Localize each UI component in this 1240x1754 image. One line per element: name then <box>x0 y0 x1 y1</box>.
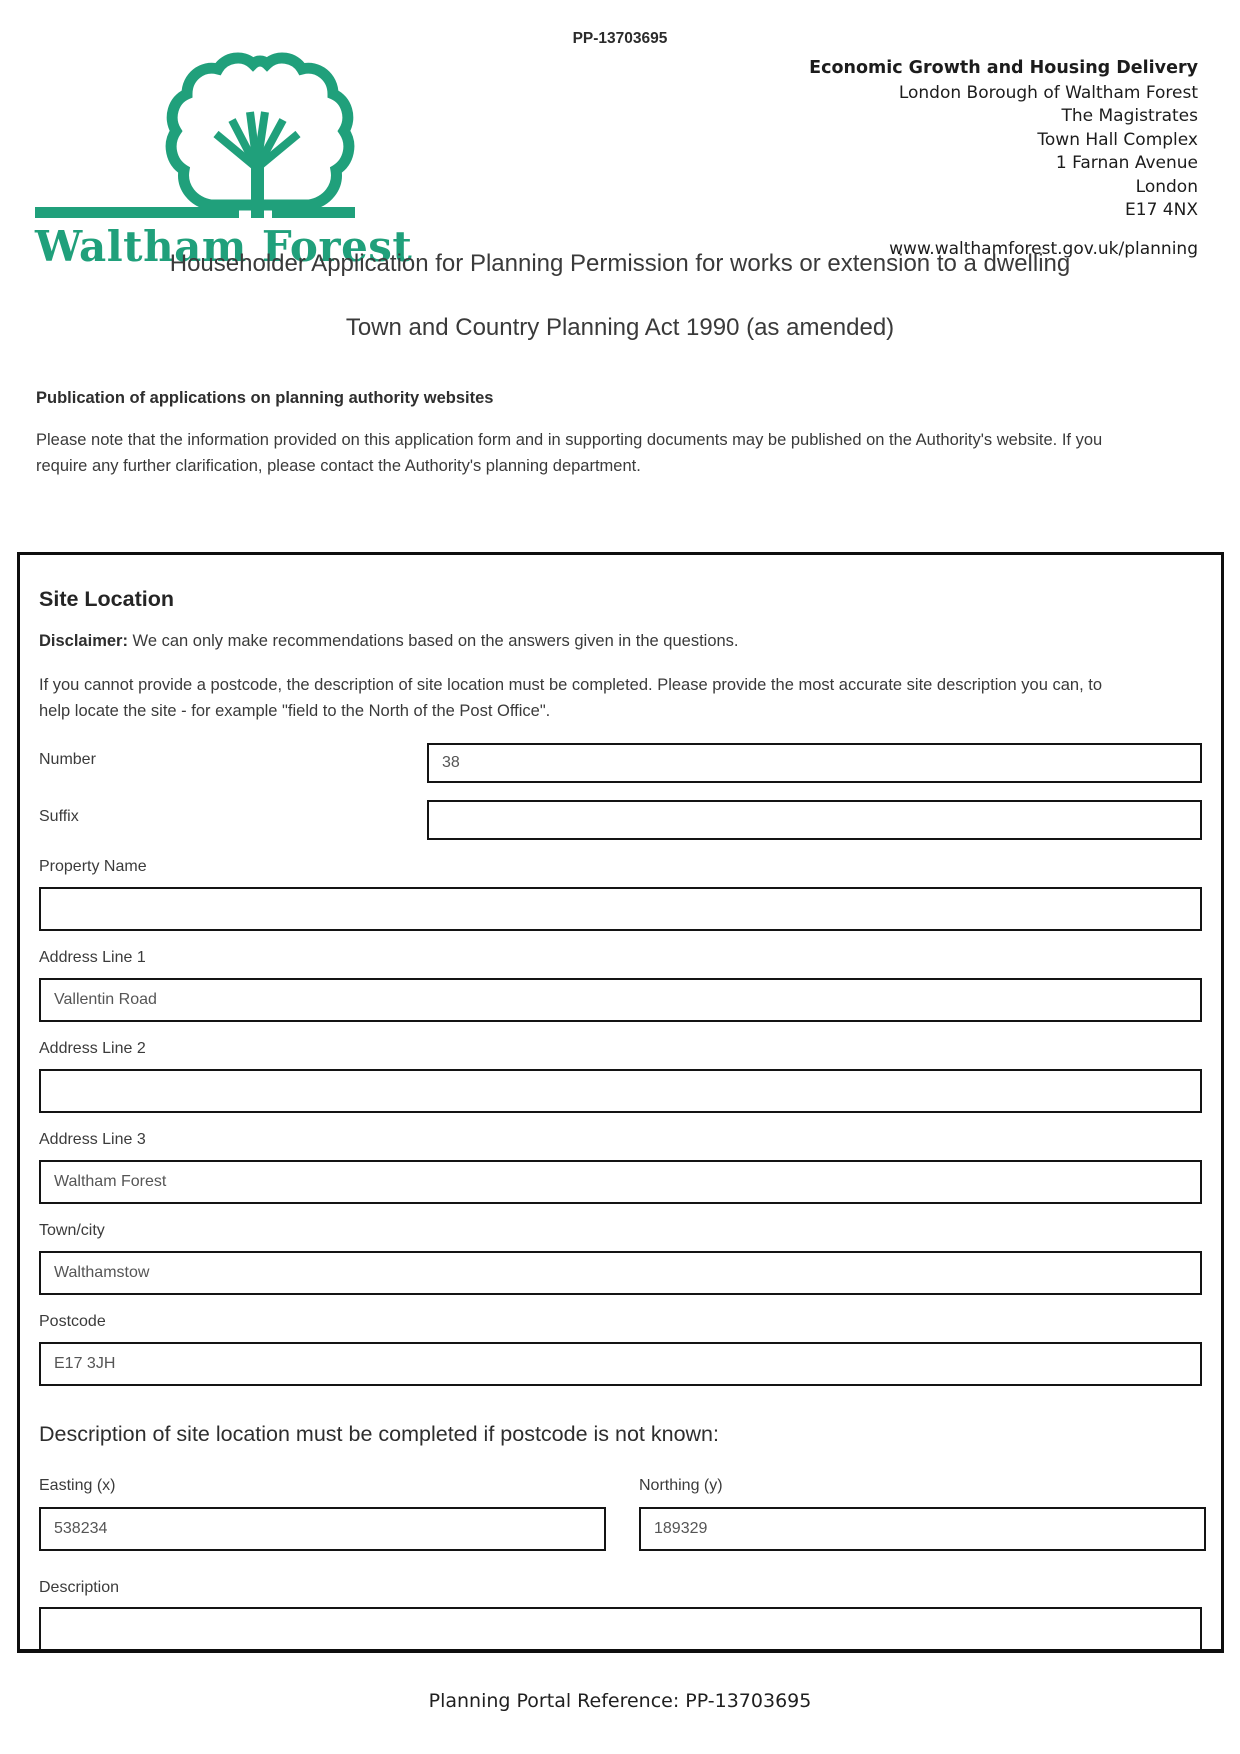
document-title: Householder Application for Planning Permission for works or extension to a dwelling <box>169 250 1071 277</box>
address-line: London <box>1135 176 1198 197</box>
easting-field <box>39 1477 606 1551</box>
northing-field <box>639 1477 1206 1551</box>
postcode-note <box>39 672 1202 724</box>
authority-address-block <box>809 57 1198 261</box>
description-label: Description <box>39 1579 120 1596</box>
disclaimer-body: We can only make recommendations based on the answers given in the questions. <box>127 632 739 650</box>
document-subtitle: Town and Country Planning Act 1990 (as amended) <box>345 314 895 341</box>
easting-label: Easting (x) <box>39 1477 116 1494</box>
tree-icon <box>35 50 375 223</box>
number-row <box>39 743 1202 783</box>
logo-wordmark: Waltham Forest <box>35 222 413 271</box>
disclaimer-text <box>39 632 1202 651</box>
northing-label: Northing (y) <box>639 1477 723 1494</box>
property-name-input[interactable] <box>39 887 1202 931</box>
address-line-3-label: Address Line 3 <box>39 1131 146 1148</box>
suffix-row <box>39 800 1202 840</box>
planning-reference-top: PP-13703695 <box>572 30 668 47</box>
town-city-label: Town/city <box>39 1222 105 1239</box>
postcode-label: Postcode <box>39 1313 106 1330</box>
disclaimer-label: Disclaimer: <box>39 632 128 650</box>
town-city-input[interactable] <box>39 1251 1202 1295</box>
address-line-2-label: Address Line 2 <box>39 1040 146 1057</box>
address-line: Town Hall Complex <box>1037 129 1198 150</box>
department-name: Economic Growth and Housing Delivery <box>809 58 1198 78</box>
publication-text <box>36 427 1206 479</box>
number-input[interactable] <box>427 743 1202 783</box>
site-location-section <box>17 552 1224 1653</box>
property-name-label: Property Name <box>39 858 147 875</box>
address-line-3-input[interactable] <box>39 1160 1202 1204</box>
authority-website-link[interactable]: www.walthamforest.gov.uk/planning <box>889 238 1198 259</box>
number-label: Number <box>39 751 96 768</box>
publication-heading: Publication of applications on planning authority websites <box>36 389 494 407</box>
northing-input[interactable] <box>639 1507 1206 1551</box>
postcode-input[interactable] <box>39 1342 1202 1386</box>
address-line-2-input[interactable] <box>39 1069 1202 1113</box>
publication-text-line: Please note that the information provided on this application form and in supporting documents may be published on the Authority's website. If you <box>36 431 1103 449</box>
site-location-heading: Site Location <box>39 587 174 611</box>
planning-portal-reference-footer: Planning Portal Reference: PP-13703695 <box>428 1690 812 1712</box>
address-line-1-input[interactable] <box>39 978 1202 1022</box>
easting-input[interactable] <box>39 1507 606 1551</box>
postcode-note-line: If you cannot provide a postcode, the description of site location must be completed. Please provide the most accurate site description you can, to <box>39 676 1103 694</box>
coordinates-row <box>39 1477 1202 1551</box>
address-line: London Borough of Waltham Forest <box>898 82 1198 103</box>
suffix-input[interactable] <box>427 800 1202 840</box>
publication-text-line: require any further clarification, please contact the Authority's planning department. <box>36 457 641 475</box>
site-description-heading: Description of site location must be completed if postcode is not known: <box>39 1422 719 1446</box>
waltham-forest-logo <box>35 50 413 271</box>
postcode-note-line: help locate the site - for example "field to the North of the Post Office". <box>39 702 551 720</box>
description-input[interactable] <box>39 1607 1202 1653</box>
address-line: E17 4NX <box>1125 200 1198 220</box>
suffix-label: Suffix <box>39 808 79 825</box>
address-line-1-label: Address Line 1 <box>39 949 146 966</box>
address-line: The Magistrates <box>1061 106 1198 126</box>
address-line: 1 Farnan Avenue <box>1055 153 1198 173</box>
